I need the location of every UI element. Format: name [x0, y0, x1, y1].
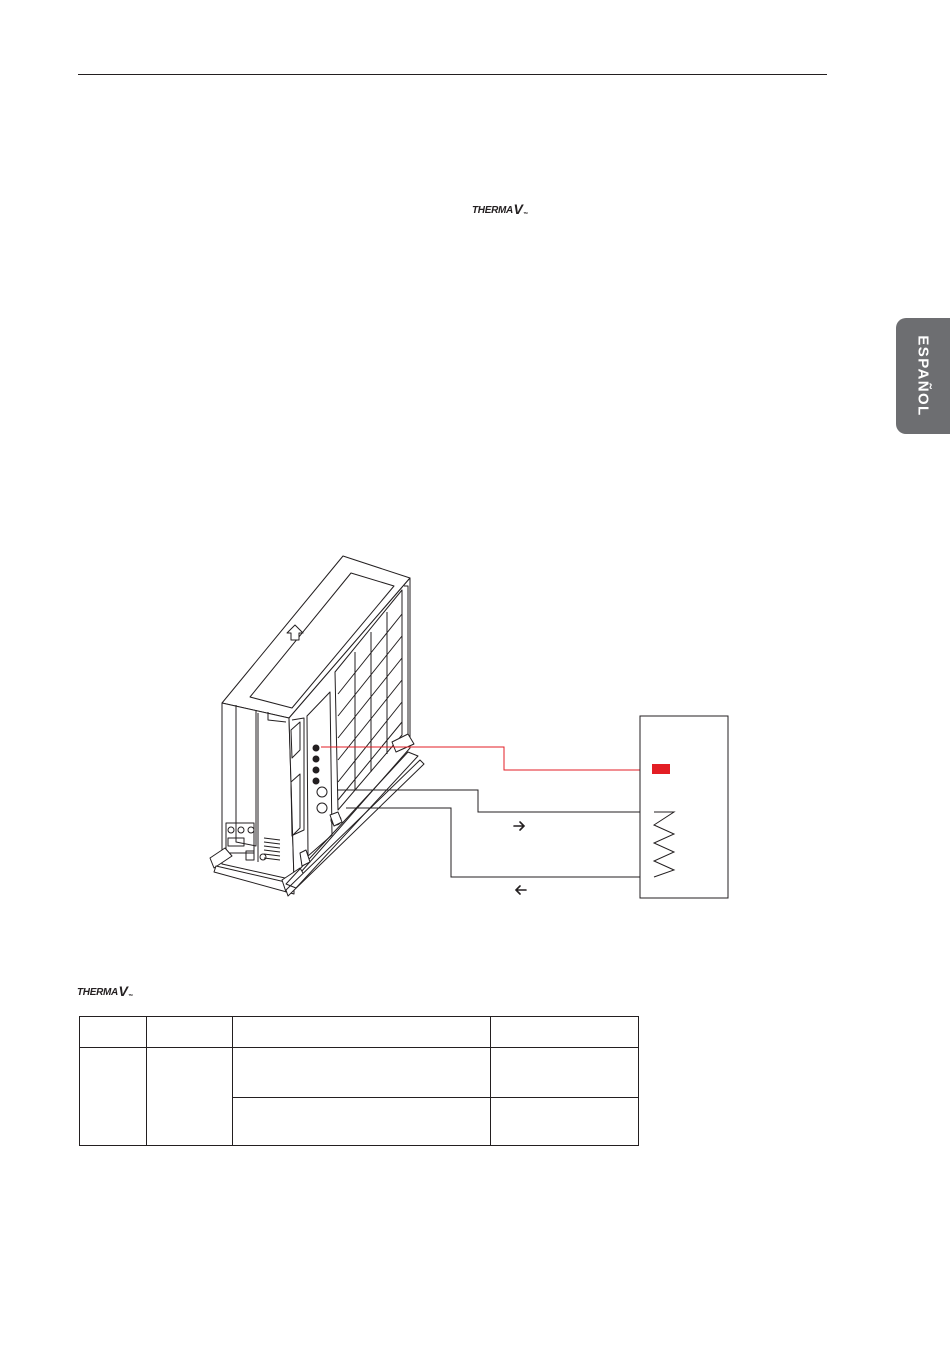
- language-tab-label: ESPAÑOL: [914, 335, 932, 417]
- table-row: [80, 1048, 639, 1098]
- water-tank: [640, 716, 728, 898]
- table-cell: [233, 1098, 491, 1146]
- arrow-up-outline-icon: [287, 625, 303, 640]
- arrow-left-icon: [516, 886, 526, 894]
- table-header-cell: [80, 1017, 147, 1048]
- therma-v-logo-top: THERMA V TM: [472, 201, 528, 217]
- table-cell: [80, 1048, 147, 1146]
- top-rule: [78, 74, 827, 75]
- flow-pipe: [337, 790, 654, 812]
- table-header-cell: [233, 1017, 491, 1048]
- table-header-cell: [147, 1017, 233, 1048]
- therma-v-logo-bottom: THERMA V TM: [77, 983, 133, 999]
- sensor-wire: [321, 747, 652, 770]
- table-header-cell: [491, 1017, 639, 1048]
- return-pipe: [346, 808, 654, 877]
- tank-sensor: [652, 764, 670, 774]
- outdoor-unit: [210, 556, 424, 896]
- arrow-right-icon: [514, 822, 524, 830]
- spec-table: [79, 1016, 639, 1146]
- language-tab[interactable]: [896, 318, 950, 434]
- table-cell: [491, 1098, 639, 1146]
- table-cell: [233, 1048, 491, 1098]
- table-cell: [491, 1048, 639, 1098]
- table-cell: [147, 1048, 233, 1146]
- heating-coil: [654, 812, 674, 877]
- table-header-row: [80, 1017, 639, 1048]
